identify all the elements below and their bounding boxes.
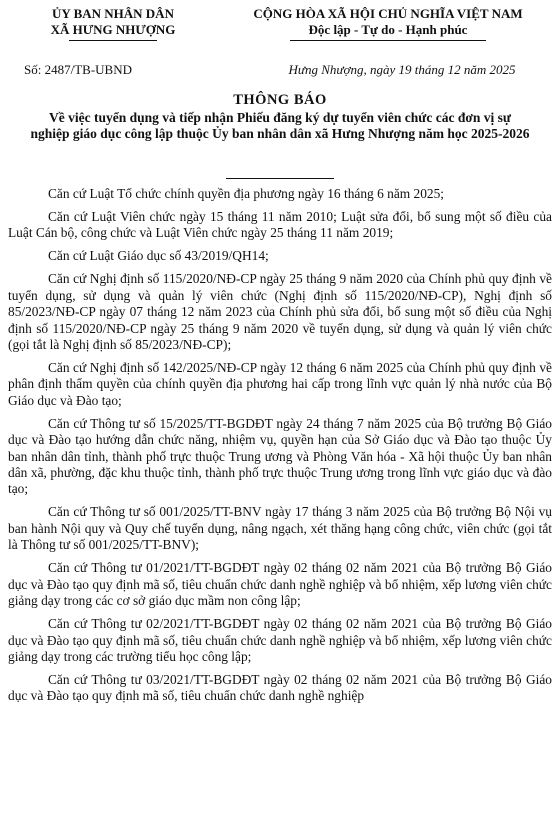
legal-basis-paragraph: Căn cứ Thông tư số 001/2025/TT-BNV ngày 17 tháng 3 năm 2025 của Bộ trưởng Bộ Nội vụ ban hành Nội quy và Quy chế tuyển dụng, nâng ngạch, xét thăng hạng công chức, viên chức (gọi tắt là Thông tư số 001/2025/TT-BNV); — [8, 504, 552, 553]
authority-line-2: XÃ HƯNG NHƯỢNG — [50, 22, 176, 37]
motto: Độc lập - Tự do - Hạnh phúc — [308, 22, 468, 37]
legal-basis-paragraph: Căn cứ Thông tư số 15/2025/TT-BGDĐT ngày 24 tháng 7 năm 2025 của Bộ trưởng Bộ Giáo dục và Đào tạo hướng dẫn chức năng, nhiệm vụ, quyền hạn của Sở Giáo dục và Đào tạo thuộc Ủy ban nhân dân tỉnh, thành phố trực thuộc Trung ương và Phòng Văn hóa - Xã hội thuộc Ủy ban nhân dân xã, phường, đặc khu thuộc tỉnh, thành phố trực thuộc Trung ương trong lĩnh vực giáo dục và đào tạo; — [8, 415, 552, 497]
motto-underline — [290, 40, 486, 41]
legal-basis-paragraph: Căn cứ Nghị định số 142/2025/NĐ-CP ngày 12 tháng 6 năm 2025 của Chính phủ quy định về phân định thẩm quyền của chính quyền địa phương hai cấp trong lĩnh vực quản lý nhà nước của Bộ Giáo dục và Đào tạo; — [8, 360, 552, 408]
authority-underline — [69, 40, 157, 41]
document-number: Số: 2487/TB-UBND — [24, 62, 132, 77]
subject-divider — [226, 178, 334, 179]
legal-basis-paragraph: Căn cứ Luật Viên chức ngày 15 tháng 11 năm 2010; Luật sửa đổi, bổ sung một số điều của Luật Cán bộ, công chức và Luật Viên chức ngày 25 tháng 11 năm 2019; — [8, 209, 552, 241]
issue-date: Hưng Nhượng, ngày 19 tháng 12 năm 2025 — [288, 62, 516, 77]
legal-basis-paragraph: Căn cứ Thông tư 03/2021/TT-BGDĐT ngày 02 tháng 02 năm 2021 của Bộ trưởng Bộ Giáo dục và Đào tạo quy định mã số, tiêu chuẩn chức danh nghề nghiệp — [8, 671, 552, 704]
issuing-authority — [8, 6, 218, 41]
document-body — [8, 186, 552, 711]
legal-basis-paragraph: Căn cứ Luật Tổ chức chính quyền địa phương ngày 16 tháng 6 năm 2025; — [48, 186, 445, 201]
nation-name: CỘNG HÒA XÃ HỘI CHỦ NGHĨA VIỆT NAM — [253, 6, 523, 21]
legal-basis-paragraph: Căn cứ Thông tư 02/2021/TT-BGDĐT ngày 02 tháng 02 năm 2021 của Bộ trưởng Bộ Giáo dục và Đào tạo quy định mã số, tiêu chuẩn chức danh nghề nghiệp và bổ nhiệm, xếp lương viên chức giảng dạy trong các trường tiểu học công lập; — [8, 616, 552, 664]
document-subject: Về việc tuyển dụng và tiếp nhận Phiếu đăng ký dự tuyển viên chức các đơn vị sự nghiệp giáo dục công lập thuộc Ủy ban nhân dân xã Hưng Nhượng năm học 2025-2026 — [30, 110, 530, 141]
document-title: THÔNG BÁO — [233, 92, 327, 108]
authority-line-1: ỦY BAN NHÂN DÂN — [52, 6, 174, 21]
legal-basis-paragraph: Căn cứ Thông tư 01/2021/TT-BGDĐT ngày 02 tháng 02 năm 2021 của Bộ trưởng Bộ Giáo dục và Đào tạo quy định mã số, tiêu chuẩn chức danh nghề nghiệp và bổ nhiệm, xếp lương viên chức giảng dạy trong các cơ sở giáo dục mầm non công lập; — [8, 560, 552, 609]
national-motto — [222, 6, 554, 41]
legal-basis-paragraph: Căn cứ Luật Giáo dục số 43/2019/QH14; — [48, 248, 269, 264]
legal-basis-paragraph: Căn cứ Nghị định số 115/2020/NĐ-CP ngày 25 tháng 9 năm 2020 của Chính phủ quy định về tuyển dụng, sử dụng và quản lý viên chức (Nghị định số 115/2020/NĐ-CP), Nghị định số 85/2023/NĐ-CP ngày 07 tháng 12 năm 2023 của Chính phủ sửa đổi, bổ sung một số điều của Nghị định số 115/2020/NĐ-CP ngày 25 tháng 9 năm 2020 về tuyển dụng, sử dụng và quản lý viên chức (gọi tắt là Nghị định số 85/2023/NĐ-CP); — [8, 271, 552, 353]
